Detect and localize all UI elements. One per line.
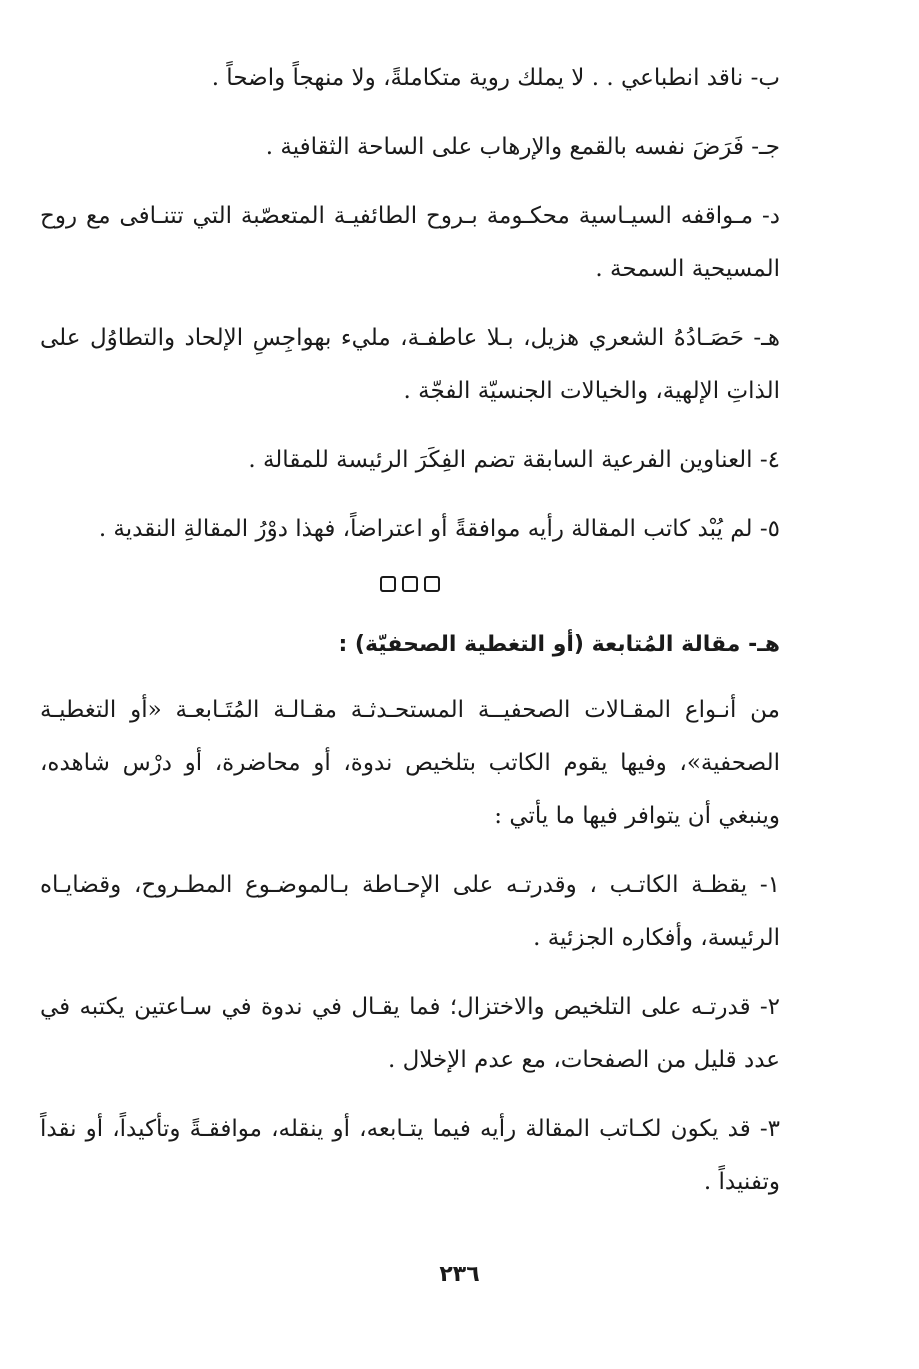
list-item: ٤- العناوين الفرعية السابقة تضم الفِكَرَ الرئيسة للمقالة . xyxy=(248,447,780,473)
list-item: ٥- لم يُبْد كاتب المقالة رأيه موافقةً أو اعتراضاً، فهذا دوْرُ المقالةِ النقدية . xyxy=(98,516,780,542)
list-item: هـ- حَصَـادُهُ الشعري هزيل، بـلا عاطفـة، مليء بهواجِسِ الإلحاد والتطاوُل على الذاتِ الإلهية، والخيالات الجنسيّة الفجّة . xyxy=(40,325,780,404)
list-item: جـ- فَرَضَ نفسه بالقمع والإرهاب على الساحة الثقافية . xyxy=(265,134,780,160)
square-ornament-icon xyxy=(380,576,396,592)
square-ornament-icon xyxy=(402,576,418,592)
square-ornament-icon xyxy=(424,576,440,592)
page-body xyxy=(40,52,780,1225)
list-item: ب- ناقد انطباعي . . لا يملك روية متكاملةً، ولا منهجاً واضحاً . xyxy=(211,65,780,91)
page-number: ٢٣٦ xyxy=(439,1262,480,1287)
list-item: د- مـواقفه السيـاسية محكـومة بـروح الطائفيـة المتعصّبة التي تتنـافى مع روح المسيحية السمحة . xyxy=(40,203,780,282)
list-item: ١- يقظـة الكاتـب ، وقدرتـه على الإحـاطة بـالموضـوع المطـروح، وقضايـاه الرئيسة، وأفكاره الجزئية . xyxy=(40,872,780,951)
section-heading: هـ- مقالة المُتابعة (أو التغطية الصحفيّة) : xyxy=(338,632,780,657)
section-separator xyxy=(40,572,780,596)
intro-paragraph: من أنـواع المقـالات الصحفيــة المستحـدثـة مقـالـة المُتَـابعـة «أو التغطيـة الصحفية»، وفيها يقوم الكاتب بتلخيص ندوة، أو محاضرة، أو درْس شاهده، وينبغي أن يتوافر فيها ما يأتي : xyxy=(40,697,780,829)
list-item: ٢- قدرتـه على التلخيص والاختزال؛ فما يقـال في ندوة في سـاعتين يكتبه في عدد قليل من الصفحات، مع عدم الإخلال . xyxy=(40,994,780,1073)
list-item: ٣- قد يكون لكـاتب المقالة رأيه فيما يتـابعه، أو ينقله، موافقـةً وتأكيداً، أو نقداً وتفنيداً . xyxy=(40,1116,780,1195)
